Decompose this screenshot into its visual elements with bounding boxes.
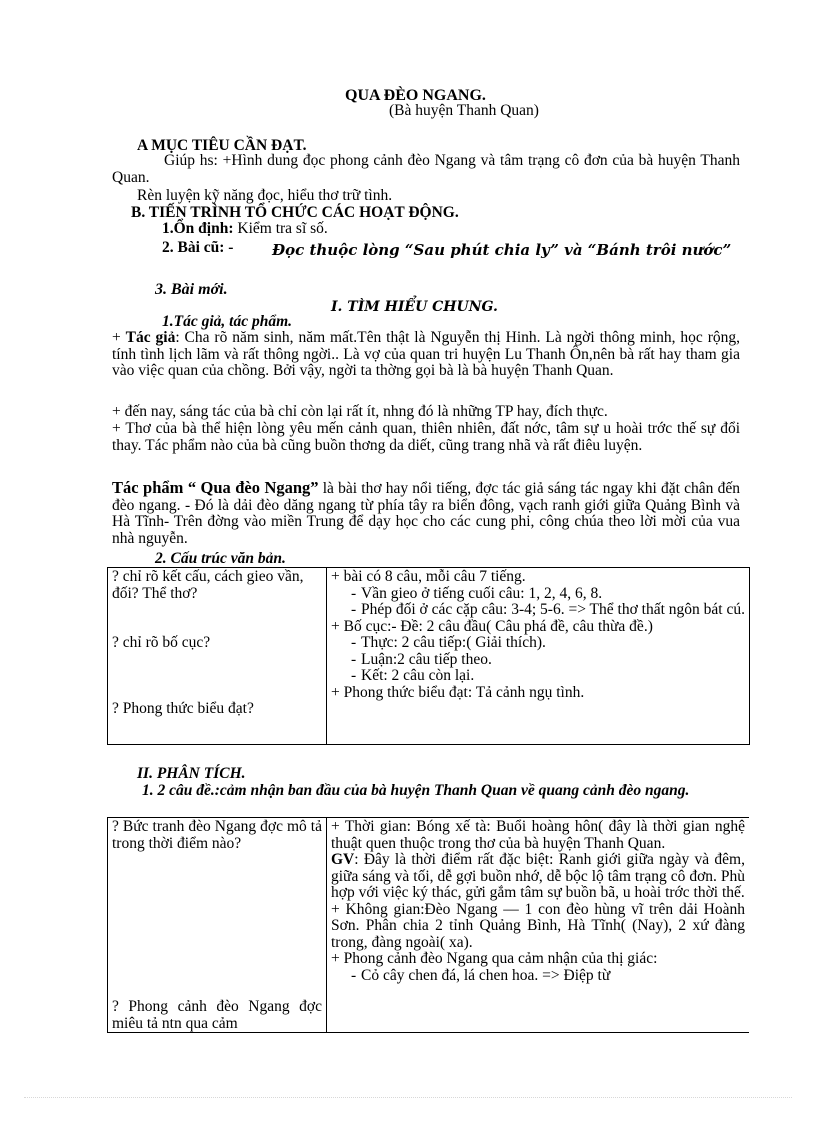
author-text: : Cha rõ năm sinh, năm mất.Tên thật là Nguyễn thị Hinh. Là ngời thông minh, học rộng, tính tình lịch lãm và rất thông ngời.. Là vợ của quan tri huyện Lu Thanh Ôn,nên bà rất hay tham gia vào việc quan của chồng. Bởi vậy, ngời ta thờng gọi bà là bà huyện Thanh Quan. bbox=[112, 329, 740, 379]
q-scenery: ? Phong cảnh đèo Ngang đợc miêu tả ntn qua cảm bbox=[112, 998, 322, 1032]
q-layout: ? chỉ rõ bố cục? bbox=[112, 634, 211, 651]
poetry-paragraph: + Thơ của bà thể hiện lòng yêu mến cảnh quan, thiên nhiên, đất nớc, tâm sự u hoài trớc thế sự đổi thay. Tác phẩm nào của bà cũng buồn thơng da diết, cũng trang nhã và rất điêu luyện. bbox=[112, 420, 740, 454]
table-row bbox=[108, 818, 750, 1033]
a-scenery: + Phong cảnh đèo Ngang qua cảm nhận của thị giác: bbox=[331, 950, 658, 967]
item1-label: 1.Ổn định: bbox=[162, 220, 234, 237]
a-rhyme: - Vần gieo ở tiếng cuối câu: 1, 2, 4, 6, 8. bbox=[331, 586, 745, 603]
a-scenery-detail: - Cỏ cây chen đá, lá chen hoa. => Điệp từ bbox=[331, 968, 745, 985]
page-bottom-divider bbox=[24, 1097, 792, 1098]
question-cell bbox=[108, 818, 327, 1033]
work-label: Tác phẩm “ Qua đèo Ngang” bbox=[112, 478, 319, 497]
section-a-line1: Giúp hs: +Hình dung đọc phong cảnh đèo Ngang và tâm trạng cô đơn của bà huyện Thanh Quan. bbox=[112, 152, 740, 186]
item2-text: Đọc thuộc lòng “Sau phút chia ly” và “Bánh trôi nước” bbox=[272, 241, 732, 259]
analysis-table-wrap bbox=[107, 817, 749, 1037]
a-time: + Thời gian: Bóng xế tà: Buổi hoàng hôn( đây là thời gian nghệ thuật quen thuộc trong thơ của bà huyện Thanh Quan. bbox=[331, 818, 745, 852]
gv-label: GV bbox=[331, 851, 355, 868]
item1-text: Kiểm tra sĩ số. bbox=[233, 220, 328, 237]
part2-sub1: 1. 2 câu đề.:cảm nhận ban đầu của bà huyện Thanh Quan về quang cảnh đèo ngang. bbox=[142, 782, 690, 799]
a-space: + Không gian:Đèo Ngang — 1 con đèo hùng vĩ trên dải Hoành Sơn. Phân chia 2 tỉnh Quảng Bình, Hà Tĩnh( (Nay), 2 xứ đàng trong, đàng ngoài( xa). bbox=[331, 900, 745, 951]
part1-sub1: 1.Tác giả, tác phẩm. bbox=[162, 313, 293, 330]
q-structure: ? chỉ rõ kết cấu, cách gieo vần, đối? Thể thơ? bbox=[112, 568, 304, 602]
poem-author: (Bà huyện Thanh Quan) bbox=[389, 102, 539, 119]
poem-title: QUA ĐÈO NGANG. bbox=[345, 87, 486, 104]
a-thuc: - Thực: 2 câu tiếp:( Giải thích). bbox=[331, 635, 745, 652]
answer-cell bbox=[327, 818, 750, 1033]
q-time: ? Bức tranh đèo Ngang đợc mô tả trong thời điểm nào? bbox=[112, 818, 322, 852]
a-structure: + bài có 8 câu, mỗi câu 7 tiếng. bbox=[331, 568, 526, 585]
answer-cell bbox=[327, 568, 750, 745]
works-paragraph: + đến nay, sáng tác của bà chỉ còn lại rất ít, nhng đó là những TP hay, đích thực. bbox=[112, 403, 608, 420]
part1-heading: I. TÌM HIỂU CHUNG. bbox=[331, 299, 498, 315]
a-luan: - Luận:2 câu tiếp theo. bbox=[331, 652, 745, 669]
part2-heading: II. PHÂN TÍCH. bbox=[137, 765, 246, 782]
section-b-item3: 3. Bài mới. bbox=[155, 281, 228, 298]
section-a-line2: Rèn luyện kỹ năng đọc, hiểu thơ trữ tình. bbox=[137, 187, 393, 204]
q-expression: ? Phong thức biểu đạt? bbox=[112, 700, 254, 717]
section-a-goal bbox=[112, 153, 740, 186]
a-parallel: - Phép đối ở các cặp câu: 3-4; 5-6. => Thể thơ thất ngôn bát cú. bbox=[331, 602, 745, 619]
structure-table bbox=[107, 567, 750, 745]
section-a-heading: A MỤC TIÊU CẦN ĐẠT. bbox=[137, 137, 307, 154]
section-b-heading: B. TIẾN TRÌNH TỔ CHỨC CÁC HOẠT ĐỘNG. bbox=[131, 204, 459, 221]
a-ket: - Kết: 2 câu còn lại. bbox=[331, 668, 745, 685]
section-b-item1 bbox=[162, 221, 328, 238]
a-layout: + Bố cục:- Đề: 2 câu đầu( Câu phá đề, câu thừa đề.) bbox=[331, 617, 653, 635]
part1-sub2: 2. Cấu trúc văn bản. bbox=[155, 550, 286, 567]
author-paragraph: + Tác giả: Cha rõ năm sinh, năm mất.Tên thật là Nguyễn thị Hinh. Là ngời thông minh, học rộng, tính tình lịch lãm và rất thông ngời.. Là vợ của quan tri huyện Lu Thanh Ôn,nên bà rất hay tham gia vào việc quan của chồng. Bởi vậy, ngời ta thờng gọi bà là bà huyện Thanh Quan. bbox=[112, 329, 740, 379]
a-expression: + Phong thức biểu đạt: Tả cảnh ngụ tình. bbox=[331, 683, 585, 701]
gv-text: : Đây là thời điểm rất đặc biệt: Ranh giới giữa ngày và đêm, giữa sáng và tối, dễ gợi buồn nhớ, dễ bộc lộ tâm trạng cô đơn. Phù hợp với việc ký thác, gửi gắm tâm sự buồn bã, u hoài trớc thời thế. bbox=[331, 851, 745, 901]
work-text: là bài thơ hay nổi tiếng, đợc tác giả sáng tác ngay khi đặt chân đến đèo ngang. - Đó là dải đèo dăng ngang từ phía tây ra biển đông, vạch ranh giới giữa Quảng Bình và Hà Tĩnh- Trên đờng vào miền Trung để dạy học cho các cung phi, công chúa theo lời mời của vua nhà nguyễn. bbox=[112, 480, 741, 547]
item2-label: 2. Bài cũ: - bbox=[162, 239, 234, 256]
analysis-table bbox=[107, 817, 749, 1033]
table-row bbox=[108, 568, 750, 745]
question-cell bbox=[108, 568, 327, 745]
author-label: Tác giả bbox=[125, 329, 176, 346]
work-paragraph bbox=[112, 480, 740, 547]
